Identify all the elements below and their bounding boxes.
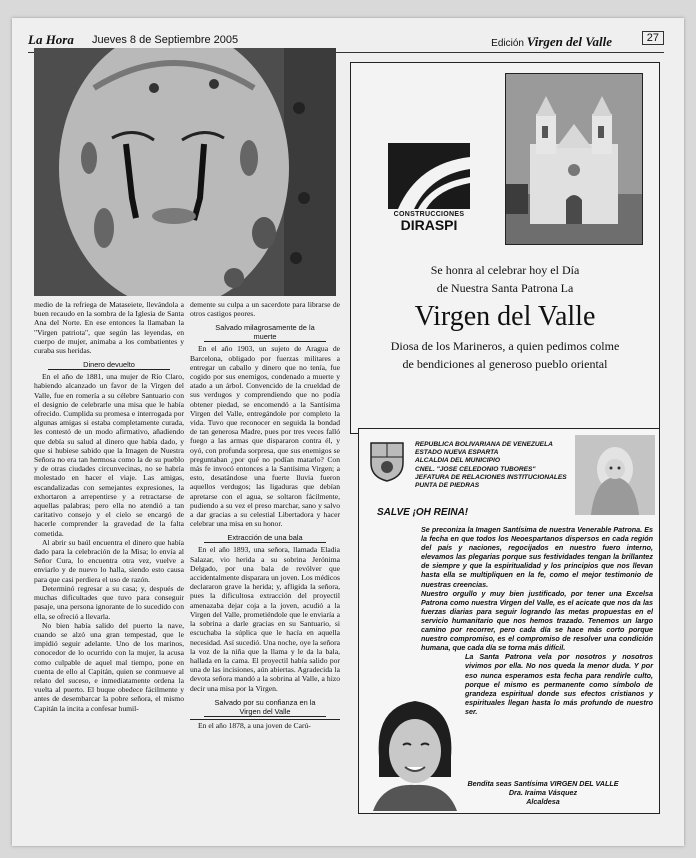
message-paragraph: La Santa Patrona vela por nosotros y nosotros vivimos por ella. No nos queda la menor duda. Y por eso nunca esperamos esta fecha para rendirle culto, porque el mismo es permanente como símbolo de grandeza espiritual donde sus efectos cristianos y espirituales llegan hasta lo más profundo de nuestro ser. bbox=[465, 652, 653, 716]
article-paragraph: No bien había salido del puerto la nave, cuando se alzó una gran tempestad, que le impidió seguir adelante. Uno de los marinos, conocedor de lo ocurrido con la mujer, la acusa como culpable de aquel mal tiempo, pone en cuenta de ello al Capitán, quien se conmueve al relato del suceso, e inmediatamente ordena la vuelta al puerto. El buque obedece fácilmente y antes de desembarcar la pobre señora, el mismo Capitán la incita a confesar humil- bbox=[34, 620, 184, 713]
ad-line-1: Se honra al celebrar hoy el Día bbox=[430, 263, 580, 277]
message-paragraph: Se preconiza la Imagen Santísima de nuestra Venerable Patrona. Es la fecha en que todos los Neoespartanos dispersos en cada región del país y naciones, regocijados en nuestro fuero interno, elevamos las plegarias porque sus festividades tengan la brillantez de siempre y que la espiritualidad y los principios que nos llevan hasta ella se multipliquen en la fe, como el mejor testimonio de nuestras creencias. bbox=[421, 525, 653, 589]
signer-name: Dra. Iraima Vásquez bbox=[508, 788, 578, 797]
virgin-image bbox=[575, 435, 655, 515]
gov-line: ESTADO NUEVA ESPARTA bbox=[415, 449, 499, 457]
gov-line: JEFATURA DE RELACIONES INSTITUCIONALES bbox=[415, 473, 567, 481]
ad-line-5: de bendiciones al generoso pueblo oriental bbox=[402, 357, 608, 371]
article-paragraph: Al abrir su baúl encuentra el dinero que había dado para la celebración de la Misa; lo envía al Señor Cura, lo encuentra otra vez, vuelve a enviarlo y de nuevo lo halla, siendo esto causa para que casi perdiera el uso de razón. bbox=[34, 537, 184, 584]
diraspi-logo bbox=[381, 143, 477, 239]
ad-line-2: de Nuestra Santa Patrona La bbox=[436, 281, 574, 295]
blessing-line: Bendita seas Santísima VIRGEN DEL VALLE bbox=[467, 779, 619, 788]
signature-block bbox=[431, 779, 655, 806]
page-number: 27 bbox=[642, 31, 664, 45]
newspaper-brand: La Hora bbox=[28, 32, 74, 47]
newspaper-page bbox=[12, 18, 684, 846]
salve-heading: SALVE ¡OH REINA! bbox=[377, 507, 469, 518]
edition-label bbox=[491, 34, 612, 50]
article-paragraph: En el año 1903, un sujeto de Aragua de Barcelona, obligado por fuerzas militares a entregar un caballo y dinero que no tenía, fue cogido por sus enemigos, condenado a muerte y atado a un árbol. Convencido de la crueldad de sus verdugos y comprendiendo que no podía obtener piedad, se encomendó a la Santísima Virgen del Valle, entregándole por completo la vida. Tuvo que reconocer en seguida la bondad de tan generosa Madre, pues por tres veces falló fuego a las armas que dispararon contra él, y oyó, con profunda sorpresa, que sus enemigos se preguntaban ¿por qué no podían matarlo? Con más fe invocó entonces a la Santísima Virgen; a esto, desatándose una fuerte lluvia fueron aquellos verdugos; las ligaduras que debían apretarse con el agua, se soltaron fácilmente, pudiendo a su vez el preso marchar, sano y salvo a dar gracias a su celestial Libertadora y hacer celebrar una misa en su honor. bbox=[190, 344, 340, 529]
edition-name: Virgen del Valle bbox=[526, 34, 612, 49]
subheading-extraccion-bala: Extracción de una bala bbox=[204, 533, 326, 543]
subheading-dinero-devuelto: Dinero devuelto bbox=[48, 360, 170, 370]
article-paragraph: En el año 1893, una señora, llamada Eladia Salazar, vio herida a su sobrina Jerónima Delgado, por una bala de revólver que accidentalmente disparara un joven. Los médicos declararon grave la herida; y, afligida la señora, pues la dificultosa extracción del proyectil amenazaba dejar coja a la joven, acudió a la Virgen del Valle, prometiéndole que le enviaría a la sobrina a darle gracias en su Santuario, si escuchaba la súplica que le hacía en aquella necesidad. Así sucedió. Una noche, oye la señora la voz de la niña que la llama y le da la bala, hallada en la cama. El proyectil había salido por una de las incisiones, aún abiertas. Agradecida la devota señora mandó a la sobrina al Valle, a hizo decir una misa por la Virgen. bbox=[190, 545, 340, 693]
gov-line: ALCALDIA DEL MUNICIPIO bbox=[415, 457, 500, 465]
ad-title: Virgen del Valle bbox=[414, 301, 596, 332]
logo-line-1: CONSTRUCCIONES bbox=[393, 211, 465, 218]
artwork-photo bbox=[34, 48, 336, 296]
gov-line: REPUBLICA BOLIVARIANA DE VENEZUELA bbox=[415, 441, 553, 448]
alcaldia-notice bbox=[358, 428, 660, 814]
article-column-1 bbox=[34, 300, 184, 830]
coat-of-arms-icon bbox=[367, 439, 407, 483]
subheading-salvado-muerte: Salvado milagrosamente de la muerte bbox=[204, 323, 326, 342]
ad-line-4: Diosa de los Marineros, a quien pedimos colme bbox=[390, 339, 620, 353]
message-paragraph: Nuestro orgullo y muy bien justificado, por tener una Excelsa Patrona como nuestra Virgen del Valle, es el acicate que nos da las fuerzas diarias para seguir logrando las metas propuestas en el servicio humanitario que nos hemos trazado. Tenemos un largo camino por recorrer, pero cada día se hace más corto porque nuestro compromiso, es el compromiso de resolver una condición humana, que cada día se torna más difícil. bbox=[421, 588, 653, 653]
ad-message bbox=[351, 261, 659, 373]
signer-title: Alcaldesa bbox=[526, 797, 560, 806]
road-logo-icon bbox=[388, 143, 470, 209]
edition-word: Edición bbox=[491, 38, 524, 49]
gov-line: CNEL. "JOSE CELEDONIO TUBORES" bbox=[415, 465, 536, 473]
logo-line-2: DIRASPI bbox=[400, 217, 458, 233]
issue-date: Jueves 8 de Septiembre 2005 bbox=[92, 34, 239, 46]
subheading-salvado-confianza: Salvado por su confianza en la Virgen del Valle bbox=[204, 698, 326, 717]
article-paragraph: En el año 1878, a una joven de Carú- bbox=[190, 719, 340, 730]
church-photo bbox=[505, 73, 643, 245]
government-header bbox=[415, 441, 575, 490]
article-paragraph: medio de la refriega de Mataseiete, llevándola a buen recaudo en la sombra de la Iglesia de Santa Ana del Norte. En ese entonces la llamaban la "Virgen patriota", que según las leyendas, en cuerpo de mujer, animaba a los combatientes y curaba sus heridas. bbox=[34, 300, 184, 356]
gov-line: PUNTA DE PIEDRAS bbox=[415, 482, 480, 490]
diraspi-advertisement bbox=[350, 62, 660, 434]
article-paragraph: En el año de 1881, una mujer de Río Claro, habiendo alcanzado un favor de la Virgen del Valle, fue en romería a su célebre Santuario con el designio de celebrarle una misa que le había ofrecido. Cumplida su promesa e interrogada por algunas amigas si estaba completamente curada, les contestó de un modo afirmativo, añadiendo que debía su salud al dinero que había dado, y que si hubiese sabido que la Imagen de Nuestra Señora no era tan hermosa como la de su pueblo y de otras ciudades circunvecinas, no se habría molestado en hacer el viaje. Las amigas, escandalizadas con semejantes expresiones, la exhortaron a arrepentirse y a retractarse de aquellas palabras; pero ella no atendió a tan caritativo consejo y el cielo se encargó de hacerle comprender la gravedad de la falta cometida. bbox=[34, 372, 184, 538]
article-paragraph: demente su culpa a un sacerdote para librarse de otros castigos peores. bbox=[190, 300, 340, 319]
article-paragraph: Determinó regresar a su casa; y, después de muchas dificultades que tuvo para conseguir pasaje, una persona ignorante de lo sucedido con ella, se ofreció a llevarla. bbox=[34, 583, 184, 621]
article-column-2 bbox=[190, 300, 340, 830]
